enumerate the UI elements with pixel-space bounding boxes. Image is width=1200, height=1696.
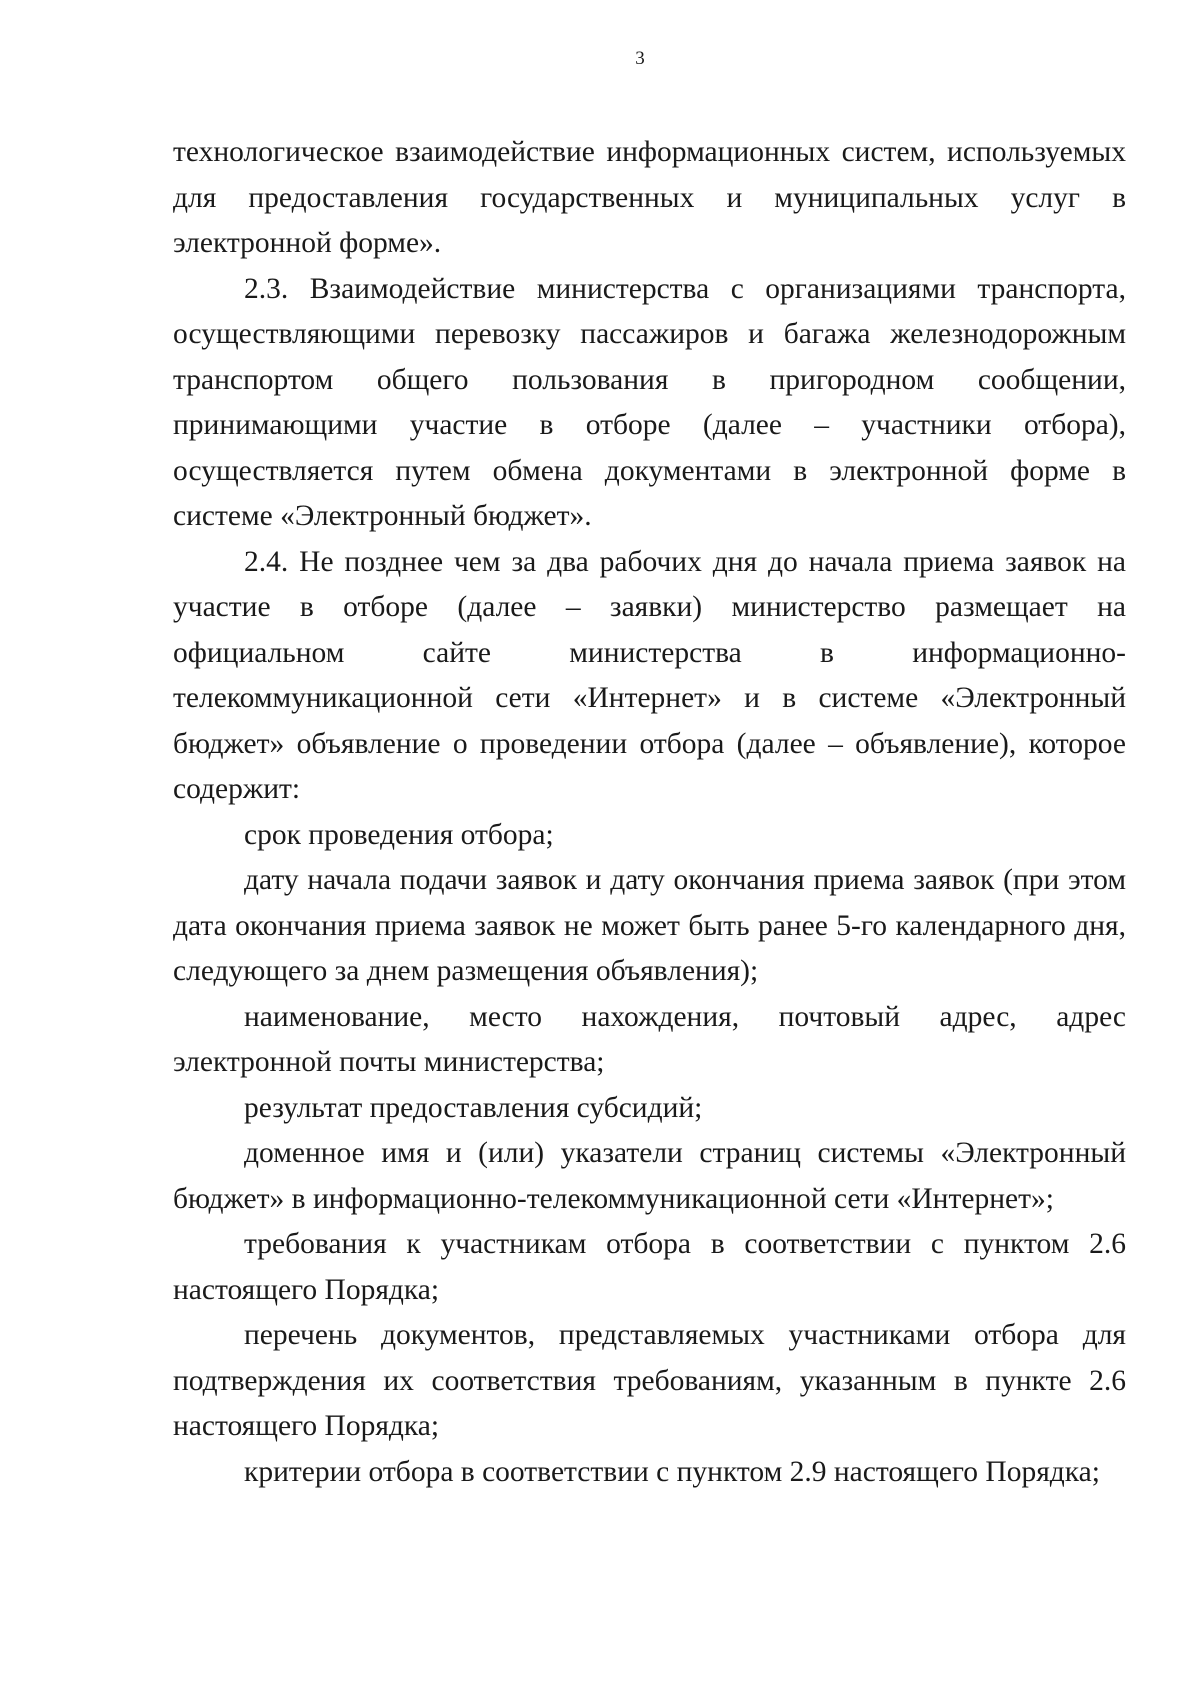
- list-item-participant-requirements: требования к участникам отбора в соответствии с пунктом 2.6 настоящего Порядка;: [173, 1228, 1126, 1306]
- paragraph-2-3: 2.3. Взаимодействие министерства с организациями транспорта, осуществляющими перевозку пассажиров и багажа железнодорожным транспортом общего пользования в пригородном сообщении, принимающими участие в отборе (далее – участники отбора), осуществляется путем обмена документами в электронной форме в системе «Электронный бюджет».: [173, 272, 1126, 532]
- list-item-domain-name: доменное имя и (или) указатели страниц системы «Электронный бюджет» в информационно-телекоммуникационной сети «Интернет»;: [173, 1137, 1126, 1215]
- paragraph-2-4: 2.4. Не позднее чем за два рабочих дня до начала приема заявок на участие в отборе (далее – заявки) министерство размещает на официальном сайте министерства в информационно-телекоммуникационной сети «Интернет» и в системе «Электронный бюджет» объявление о проведении отбора (далее – объявление), которое содержит:: [173, 545, 1126, 805]
- list-item-application-dates: дату начала подачи заявок и дату окончания приема заявок (при этом дата окончания приема заявок не может быть ранее 5-го календарного дня, следующего за днем размещения объявления);: [173, 864, 1126, 987]
- list-item-selection-criteria: критерии отбора в соответствии с пунктом 2.9 настоящего Порядка;: [244, 1455, 1100, 1488]
- list-item-selection-period: срок проведения отбора;: [244, 818, 554, 851]
- paragraph-intro-continuation: технологическое взаимодействие информационных систем, используемых для предоставления государственных и муниципальных услуг в электронной форме».: [173, 136, 1126, 259]
- list-item-document-list: перечень документов, представляемых участниками отбора для подтверждения их соответствия требованиям, указанным в пункте 2.6 настоящего Порядка;: [173, 1319, 1126, 1442]
- list-item-ministry-contacts: наименование, место нахождения, почтовый адрес, адрес электронной почты министерства;: [173, 1000, 1126, 1078]
- page-number: 3: [635, 48, 645, 69]
- document-body: [173, 130, 1126, 1495]
- list-item-subsidy-result: результат предоставления субсидий;: [244, 1091, 703, 1124]
